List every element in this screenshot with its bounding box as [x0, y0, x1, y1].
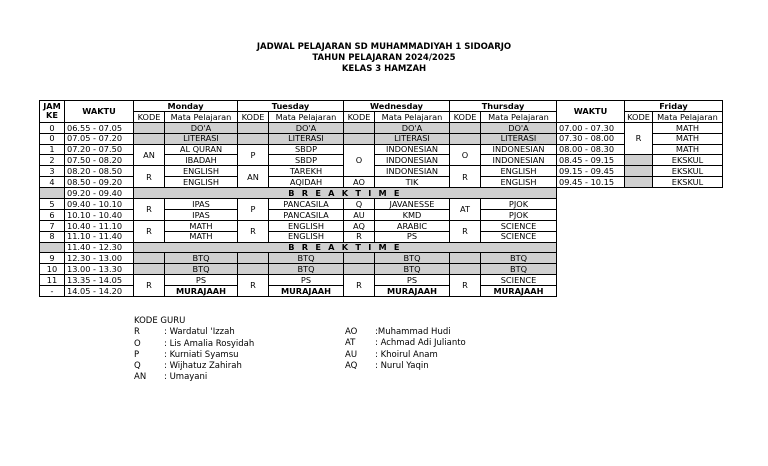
waktu-cell: 14.05 - 14.20: [65, 286, 134, 297]
subject-cell: ENGLISH: [165, 177, 238, 188]
waktu-cell: 07.50 - 08.20: [65, 155, 134, 166]
subject-cell: SCIENCE: [481, 220, 557, 231]
legend-teacher: :Muhammad Hudi: [375, 327, 451, 337]
subject-cell: IPAS: [165, 199, 238, 210]
table-row: [40, 264, 723, 275]
friday-waktu-header: WAKTU: [557, 101, 625, 123]
legend-item: [134, 339, 254, 350]
legend-code: AN: [134, 372, 147, 383]
day-header-tuesday: Tuesday: [238, 101, 344, 112]
waktu-cell: 10.10 - 10.40: [65, 209, 134, 220]
legend-code: R: [134, 327, 140, 338]
friday-kode-cell: [625, 177, 653, 188]
friday-subject-cell: EKSKUL: [653, 155, 723, 166]
waktu-cell: 07.20 - 07.50: [65, 144, 134, 155]
kode-cell: R: [134, 220, 165, 242]
legend-teacher: : Wijhatuz Zahirah: [164, 361, 242, 372]
table-row: [40, 122, 723, 133]
subject-cell: MURAJAAH: [165, 286, 238, 297]
friday-kode-cell: R: [625, 122, 653, 155]
legend-item: [134, 350, 254, 361]
kode-header: KODE: [450, 111, 481, 122]
waktu-cell: 07.05 - 07.20: [65, 133, 134, 144]
subject-cell: BTQ: [375, 264, 450, 275]
subject-cell: ENGLISH: [481, 177, 557, 188]
subject-cell: SBDP: [269, 144, 344, 155]
legend-teacher: : Kurniati Syamsu: [164, 349, 239, 360]
subject-cell: MATH: [165, 231, 238, 242]
mapel-header: Mata Pelajaran: [269, 111, 344, 122]
waktu-cell: 10.40 - 11.10: [65, 220, 134, 231]
friday-waktu-cell: 08.00 - 08.30: [557, 144, 625, 155]
break-label: B R E A K T I M E: [134, 242, 557, 253]
kode-header: KODE: [134, 111, 165, 122]
teacher-code-legend-right: [345, 327, 466, 372]
waktu-cell: 09.40 - 10.10: [65, 199, 134, 210]
friday-subject-cell: EKSKUL: [653, 177, 723, 188]
kode-cell: R: [238, 220, 269, 242]
jam-cell: 5: [40, 199, 65, 210]
jam-cell: 4: [40, 177, 65, 188]
subject-cell: INDONESIAN: [481, 144, 557, 155]
mapel-header: Mata Pelajaran: [165, 111, 238, 122]
friday-subject-cell: MATH: [653, 144, 723, 155]
subject-cell: TAREKH: [269, 166, 344, 177]
legend-item: [345, 350, 466, 361]
subject-cell: PJOK: [481, 209, 557, 220]
subject-cell: BTQ: [165, 253, 238, 264]
school-year: TAHUN PELAJARAN 2024/2025: [312, 53, 456, 63]
subject-cell: INDONESIAN: [481, 155, 557, 166]
legend-teacher: : Achmad Adi Julianto: [375, 338, 466, 349]
legend-code: AO: [345, 327, 358, 337]
subject-cell: TIK: [375, 177, 450, 188]
subject-cell: KMD: [375, 209, 450, 220]
subject-cell: MURAJAAH: [375, 286, 450, 297]
legend-teacher: : Lis Amalia Rosyidah: [164, 338, 255, 349]
friday-waktu-cell: 09.45 - 10.15: [557, 177, 625, 188]
jam-cell: 0: [40, 122, 65, 133]
kode-cell: P: [238, 144, 269, 166]
jam-cell: -: [40, 286, 65, 297]
subject-cell: PS: [375, 275, 450, 286]
subject-cell: BTQ: [481, 253, 557, 264]
waktu-cell: 13.35 - 14.05: [65, 275, 134, 286]
day-header-friday: Friday: [625, 101, 723, 112]
legend-code: O: [134, 338, 141, 349]
subject-cell: AQIDAH: [269, 177, 344, 188]
subject-cell: DO'A: [375, 122, 450, 133]
legend-item: [345, 361, 466, 372]
jam-cell: 6: [40, 209, 65, 220]
schedule-title: JADWAL PELAJARAN SD MUHAMMADIYAH 1 SIDOARJO: [256, 42, 512, 52]
friday-kode-cell: [625, 155, 653, 166]
subject-cell: INDONESIAN: [375, 155, 450, 166]
kode-cell: R: [344, 231, 375, 242]
subject-cell: IPAS: [165, 209, 238, 220]
kode-cell: AT: [450, 199, 481, 221]
legend-code: P: [134, 349, 140, 360]
jam-cell: 9: [40, 253, 65, 264]
subject-cell: SCIENCE: [481, 275, 557, 286]
subject-cell: JAVANESSE: [375, 199, 450, 210]
break-row: [40, 188, 723, 199]
kode-cell: R: [450, 275, 481, 297]
kode-cell: O: [344, 144, 375, 177]
friday-subject-cell: EKSKUL: [653, 166, 723, 177]
subject-cell: LITERASI: [375, 133, 450, 144]
table-row: [40, 253, 723, 264]
subject-cell: ARABIC: [375, 220, 450, 231]
legend-code: Q: [134, 361, 141, 372]
waktu-cell: 08.50 - 09.20: [65, 177, 134, 188]
table-row: [40, 144, 723, 155]
table-row: [40, 275, 723, 286]
jam-cell: 3: [40, 166, 65, 177]
friday-waktu-cell: 07.30 - 08.00: [557, 133, 625, 144]
subject-cell: MURAJAAH: [269, 286, 344, 297]
mapel-header: Mata Pelajaran: [481, 111, 557, 122]
subject-cell: ENGLISH: [269, 220, 344, 231]
kode-cell: Q: [344, 199, 375, 210]
subject-cell: LITERASI: [165, 133, 238, 144]
kode-cell: [450, 122, 481, 133]
subject-cell: DO'A: [165, 122, 238, 133]
subject-cell: LITERASI: [269, 133, 344, 144]
legend-teacher: : Umayani: [164, 372, 208, 383]
table-row: [40, 199, 723, 210]
waktu-cell: 06.55 - 07.05: [65, 122, 134, 133]
friday-waktu-cell: 09.15 - 09.45: [557, 166, 625, 177]
subject-cell: PJOK: [481, 199, 557, 210]
subject-cell: PS: [165, 275, 238, 286]
kode-header: KODE: [344, 111, 375, 122]
kode-cell: [450, 133, 481, 144]
table-row: [40, 166, 723, 177]
jam-cell: 11: [40, 275, 65, 286]
jam-cell: 7: [40, 220, 65, 231]
kode-cell: [238, 122, 269, 133]
kode-cell: [238, 133, 269, 144]
kode-cell: R: [134, 275, 165, 297]
subject-cell: PS: [375, 231, 450, 242]
kode-cell: AQ: [344, 220, 375, 231]
legend-teacher: : Khoirul Anam: [375, 349, 438, 360]
kode-cell: R: [450, 166, 481, 188]
subject-cell: DO'A: [269, 122, 344, 133]
legend-teacher: : Wardatul 'Izzah: [164, 327, 235, 338]
kode-header: KODE: [238, 111, 269, 122]
friday-kode-cell: [625, 166, 653, 177]
waktu-cell: 12.30 - 13.00: [65, 253, 134, 264]
legend-code: AU: [345, 349, 358, 360]
legend-teacher: : Nurul Yaqin: [375, 360, 429, 371]
kode-cell: R: [238, 275, 269, 297]
subject-cell: BTQ: [269, 253, 344, 264]
waktu-cell: 13.00 - 13.30: [65, 264, 134, 275]
jamke-header: JAM KE: [40, 101, 65, 123]
table-row: [40, 220, 723, 231]
subject-cell: IBADAH: [165, 155, 238, 166]
legend-item: [345, 327, 466, 338]
legend-code: AQ: [345, 360, 358, 371]
day-header-monday: Monday: [134, 101, 238, 112]
subject-cell: INDONESIAN: [375, 144, 450, 155]
subject-cell: PANCASILA: [269, 209, 344, 220]
subject-cell: SBDP: [269, 155, 344, 166]
subject-cell: PANCASILA: [269, 199, 344, 210]
subject-cell: SCIENCE: [481, 231, 557, 242]
legend-item: [134, 327, 254, 338]
kode-cell: AN: [238, 166, 269, 188]
table-row: [40, 133, 723, 144]
legend-code: AT: [345, 338, 356, 349]
subject-cell: BTQ: [375, 253, 450, 264]
waktu-cell: 11.10 - 11.40: [65, 231, 134, 242]
kode-cell: O: [450, 144, 481, 166]
subject-cell: BTQ: [165, 264, 238, 275]
class-name: KELAS 3 HAMZAH: [341, 64, 427, 74]
friday-waktu-cell: 08.45 - 09.15: [557, 155, 625, 166]
subject-cell: BTQ: [269, 264, 344, 275]
subject-cell: ENGLISH: [165, 166, 238, 177]
kode-cell: AO: [344, 177, 375, 188]
subject-cell: AL QURAN: [165, 144, 238, 155]
break-label: B R E A K T I M E: [134, 188, 557, 199]
kode-cell: R: [344, 275, 375, 297]
break-time-cell: 11.40 - 12.30: [65, 242, 134, 253]
jam-cell: 2: [40, 155, 65, 166]
legend-title: KODE GURU: [134, 316, 186, 326]
kode-cell: R: [134, 199, 165, 221]
kode-cell: R: [450, 220, 481, 242]
waktu-cell: 08.20 - 08.50: [65, 166, 134, 177]
kode-header: KODE: [625, 111, 653, 122]
kode-cell: P: [238, 199, 269, 221]
subject-cell: INDONESIAN: [375, 166, 450, 177]
mapel-header: Mata Pelajaran: [653, 111, 723, 122]
kode-cell: AN: [134, 144, 165, 166]
jam-cell: 8: [40, 231, 65, 242]
teacher-code-legend: [134, 316, 254, 384]
break-time-cell: 09.20 - 09.40: [65, 188, 134, 199]
kode-cell: [134, 133, 165, 144]
kode-cell: R: [134, 166, 165, 188]
subject-cell: MURAJAAH: [481, 286, 557, 297]
jam-cell: 10: [40, 264, 65, 275]
break-row: [40, 242, 723, 253]
subject-cell: ENGLISH: [269, 231, 344, 242]
schedule-table: [39, 100, 723, 297]
jam-cell: 0: [40, 133, 65, 144]
kode-cell: [134, 122, 165, 133]
subject-cell: LITERASI: [481, 133, 557, 144]
friday-subject-cell: MATH: [653, 122, 723, 133]
subject-cell: MATH: [165, 220, 238, 231]
kode-cell: [344, 122, 375, 133]
day-header-thursday: Thursday: [450, 101, 557, 112]
subject-cell: DO'A: [481, 122, 557, 133]
day-header-wednesday: Wednesday: [344, 101, 450, 112]
jam-cell: 1: [40, 144, 65, 155]
subject-cell: ENGLISH: [481, 166, 557, 177]
friday-waktu-cell: 07.00 - 07.30: [557, 122, 625, 133]
friday-subject-cell: MATH: [653, 133, 723, 144]
waktu-header: WAKTU: [65, 101, 134, 123]
subject-cell: PS: [269, 275, 344, 286]
legend-item: [134, 361, 254, 372]
kode-cell: [344, 133, 375, 144]
kode-cell: AU: [344, 209, 375, 220]
legend-item: [345, 338, 466, 349]
mapel-header: Mata Pelajaran: [375, 111, 450, 122]
legend-item: [134, 372, 254, 383]
subject-cell: BTQ: [481, 264, 557, 275]
